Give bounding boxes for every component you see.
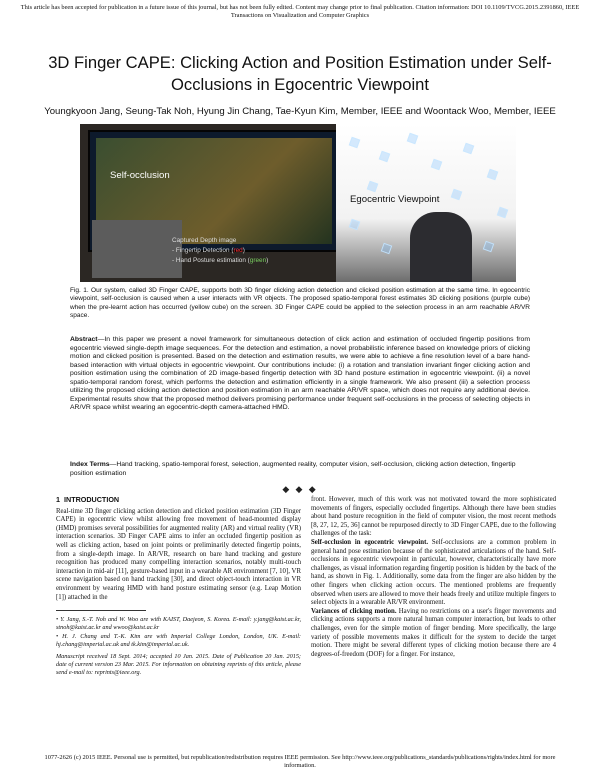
egocentric-label: Egocentric Viewpoint (350, 194, 440, 205)
legend-text: - Hand Posture estimation ( (172, 257, 250, 264)
footnote-text: Y. Jang, S.-T. Noh and W. Woo are with KAIST, Daejeon, S. Korea. E-mail: y.jang@kaist.ac.kr, stnoh@kaist.ac.kr and wwoo@kaist.ac.kr (56, 616, 301, 632)
intro-paragraph: Real-time 3D finger clicking action detection and clicked position estimation (3D Finger CAPE) in egocentric view whilst allowing free movement of head-mounted display (HMD) promises several possibilities for augmented reality (AR) and virtual reality (VR) interaction scenarios. 3D Finger CAPE aims to infer an occluded fingertip position as well as clicking action, based on joint points or preliminarily detected fingertip points, from a single-depth image. In AR/VR, research on bare hand tracking and gesture recognition has produced many compelling interaction scenarios, notably multi-touch interaction in mid-air [11], gesture-based input in a wearable AR environment [7, 10], VR scene navigation based on hand tracking [30], and direct object-touch interaction in VR environment by wearing HMD with hand posture estimating sensor (e.g. Leap Motion [1]) attached in the (56, 507, 301, 601)
manuscript-note: Manuscript received 18 Sept. 2014; accepted 10 Jan. 2015. Date of Publication 20 Jan. 2015; date of current version 23 Mar. 2015. For information on obtaining reprints of this article, please send e-mail to: reprints@ieee.org. (56, 653, 301, 677)
section-heading (56, 496, 301, 505)
footnote-text: H. J. Chang and T.-K. Kim are with Imperial College London, London, UK. E-mail: hj.chang@imperial.ac.uk and tk.kim@imperial.ac.uk. (56, 633, 301, 649)
figure-caption: Fig. 1. Our system, called 3D Finger CAPE, supports both 3D finger clicking action detection and clicked position estimation at the same time. In egocentric viewpoint, self-occlusion is caused when a user interacts with VR objects. The proposed spatio-temporal forest estimates 3D clicking positions (purple cube) when the pre-learnt action has occurred (yellow cube) on the screen. 3D Finger CAPE could be applied to the selection process in an arm reachable AR/VR space. (70, 287, 530, 320)
author-list: Youngkyoon Jang, Seung-Tak Noh, Hyung Jin Chang, Tae-Kyun Kim, Member, IEEE and Woontack Woo, Member, IEEE (44, 106, 556, 117)
abstract-text: —In this paper we present a novel framework for simultaneous detection of click action and estimation of occluded fingertip positions from egocentric viewed single-depth image sequences. For the detection and estimation, a novel probabilistic inference based on knowledge priors of clicking motion and clicked position is presented. Based on the detection and estimation results, we were able to achieve a fine resolution level of a bare hand-based interaction with virtual objects in egocentric viewpoint. Our contributions include: (i) a rotation and translation invariant finger clicking action and position estimation using the combination of 2D image-based fingertip detection with 3D hand posture estimation in egocentric viewpoint. (ii) a novel spatio-temporal random forest, which performs the detection and estimation efficiently in a single framework. We also present (iii) a selection process utilizing the proposed clicking action detection and position estimation in an arm reachable AR/VR space, which does not require any additional device. Experimental results show that the proposed method delivers promising performance under frequent self-occlusions in the process of selecting objects in AR/VR space whilst wearing an egocentric-depth camera-attached HMD. (70, 336, 530, 411)
legend-line: Captured Depth image (172, 237, 237, 244)
paper-title: 3D Finger CAPE: Clicking Action and Position Estimation under Self-Occlusions in Egocentric Viewpoint (48, 53, 552, 94)
section-number: 1 (56, 495, 60, 504)
legend-color-green: green (249, 257, 267, 264)
body-paragraph: front. However, much of this work was not motivated toward the more sophisticated movements of fingers, especially occluded fingertips. Although there have been studies about hand posture recognition in the field of computer vision, the most recent methods [8, 27, 12, 25, 36] cannot be repurposed directly to 3D Finger CAPE, due to the following challenges of the task: (311, 496, 556, 538)
column-left (56, 496, 301, 678)
legend-text: ) (266, 257, 269, 264)
section-divider: ◆ ◆ ◆ (282, 484, 318, 494)
paragraph-heading: Self-occlusion in egocentric viewpoint. (311, 538, 429, 546)
paragraph-text: Self-occlusions are a common problem in general hand pose estimation because of the sophisticated articulations of the hand. Self-occlusions in egocentric viewpoint in particular, however, characteristically have more challenges, as visual information regarding fingertip position is hidden by the back of the hand, as shown in Fig. 1. Additionally, some data from the finger are also hidden by the other fingers when clicking action occurs. The mentioned problems are frequently observed when users are allowed to move their heads freely and utilize multiple fingers to select objects in a wearable AR/VR environment. (311, 538, 556, 607)
legend-line (172, 246, 268, 256)
body-paragraph (311, 608, 556, 660)
abstract (70, 336, 530, 413)
paragraph-text: Having no restrictions on a user's finger movements and clicking actions supports a more natural human computer interaction, but leads to other challenges, even for the simple motion of finger bending. More specifically, the large variety of possible movements makes it difficult for the system to decide the target motion. There might be several different types of clicking motion because there are 4 degrees-of-freedom (DOF) for a finger. For instance, (311, 607, 557, 658)
depth-image (92, 220, 182, 278)
footnote: • Y. Jang, S.-T. Noh and W. Woo are with KAIST, Daejeon, S. Korea. E-mail: y.jang@kaist.ac.kr, stnoh@kaist.ac.kr and wwoo@kaist.ac.kr (56, 616, 301, 632)
paragraph-heading: Variances of clicking motion. (311, 607, 397, 615)
copyright-footer: 1077-2626 (c) 2015 IEEE. Personal use is permitted, but republication/redistribution requires IEEE permission. See http://www.ieee.org/publications_standards/publications/rights/index.html for more information. (44, 754, 556, 769)
figure-1 (80, 124, 516, 282)
figure-legend (172, 236, 268, 266)
footnotes (56, 616, 301, 677)
legend-color-red: red (233, 247, 243, 254)
index-terms-text: —Hand tracking, spatio-temporal forest, selection, augmented reality, computer vision, self-occlusion, clicking action detection, fingertip position estimation (70, 461, 516, 477)
abstract-label: Abstract (70, 336, 98, 343)
legend-line (172, 256, 268, 266)
body-paragraph (311, 539, 556, 608)
index-terms-label: Index Terms (70, 461, 110, 468)
journal-notice: This article has been accepted for publication in a future issue of this journal, but has not been fully edited. Content may change prior to final publication. Citation information: DOI 10.1109/TVCG.2015.2391860, IEEE Transactions on Visualization and Computer Graphics (20, 4, 580, 19)
self-occlusion-label: Self-occlusion (110, 170, 170, 181)
legend-text: ) (242, 247, 245, 254)
user-with-hmd (410, 212, 472, 282)
legend-text: - Fingertip Detection ( (172, 247, 234, 254)
column-right (311, 496, 556, 659)
footnote: • H. J. Chang and T.-K. Kim are with Imperial College London, London, UK. E-mail: hj.chang@imperial.ac.uk and tk.kim@imperial.ac.uk. (56, 633, 301, 649)
index-terms (70, 461, 530, 478)
section-title: INTRODUCTION (64, 495, 120, 504)
footnote-rule (56, 610, 146, 611)
